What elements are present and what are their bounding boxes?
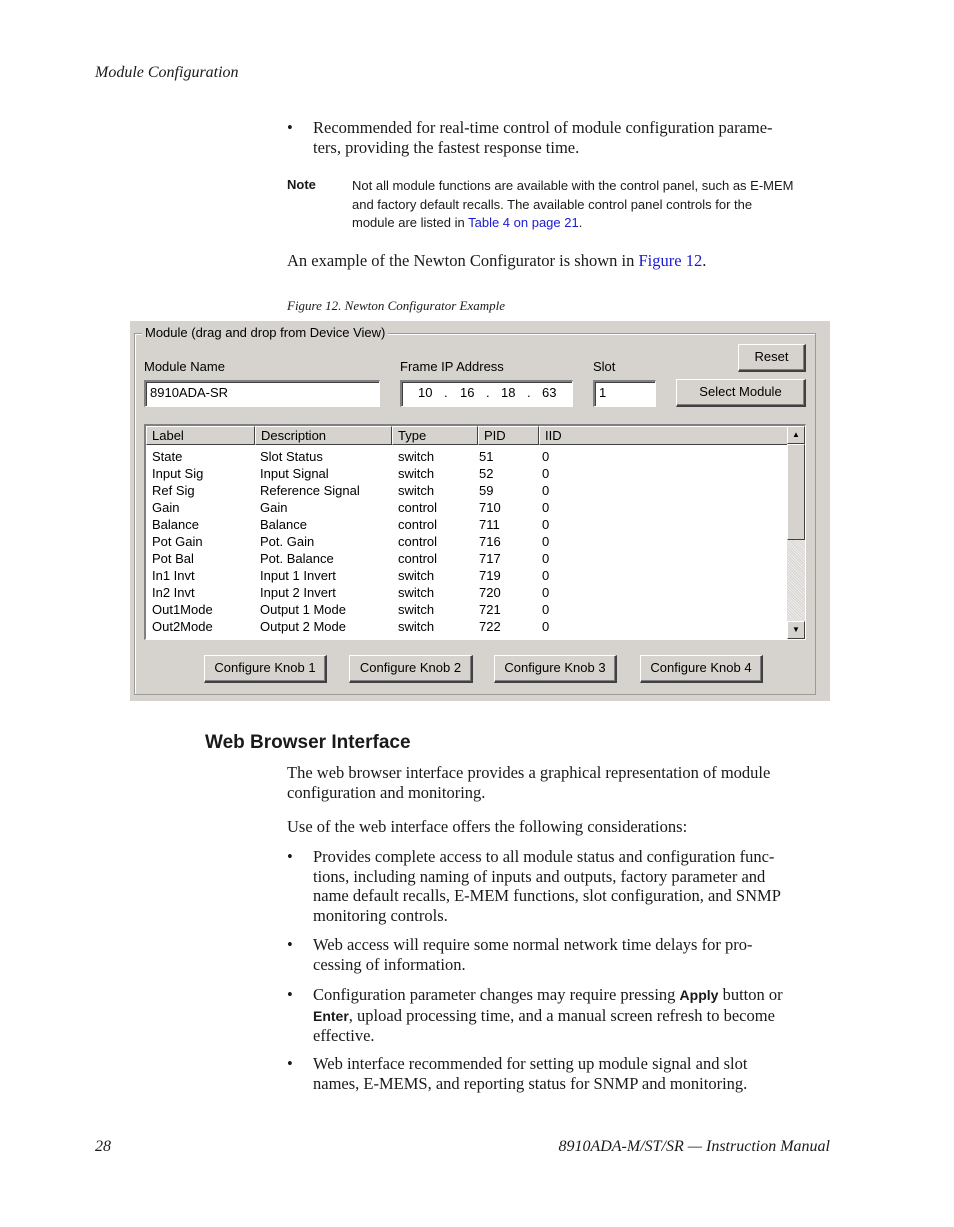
cell-label: Balance [152,517,199,532]
cell-type: switch [398,449,435,464]
ip-dot: . [444,385,448,400]
example-text: . [702,251,707,270]
cell-pid: 717 [479,551,501,566]
ip-dot: . [527,385,531,400]
cell-pid: 719 [479,568,501,583]
reset-button[interactable]: Reset [738,344,806,372]
table-row[interactable] [146,550,788,567]
cell-iid: 0 [542,500,550,515]
vertical-scrollbar[interactable] [787,426,805,639]
bullet-glyph: • [287,847,293,866]
configure-knob-1-button[interactable]: Configure Knob 1 [204,655,327,683]
cell-label: Out1Mode [152,602,213,617]
cell-type: control [398,500,438,515]
cell-pid: 711 [479,517,500,532]
footer-title: 8910ADA-M/ST/SR — Instruction Manual [558,1138,830,1155]
bullet-text: , upload processing time, and a manual screen refresh to become [348,1005,775,1025]
slot-label: Slot [593,359,616,374]
cell-description: Input Signal [260,466,329,481]
cell-iid: 0 [542,619,550,634]
ip-octet: 16 [460,385,475,400]
table-row[interactable] [146,448,788,465]
column-header-label[interactable]: Label [146,426,255,445]
section-heading: Web Browser Interface [205,732,411,753]
bullet-glyph: • [287,985,293,1004]
table-4-link[interactable]: Table 4 on page 21 [468,215,579,230]
cell-label: Pot Gain [152,534,203,549]
cell-description: Slot Status [260,449,323,464]
figure-12-link[interactable]: Figure 12 [638,251,703,270]
bullet-line: monitoring controls. [313,905,448,925]
ip-dot: . [486,385,490,400]
cell-label: In1 Invt [152,568,195,583]
cell-iid: 0 [542,568,550,583]
figure-caption: Figure 12. Newton Configurator Example [287,298,505,313]
cell-description: Output 2 Mode [260,619,346,634]
parameter-list[interactable] [144,424,806,640]
cell-pid: 721 [479,602,501,617]
cell-description: Reference Signal [260,483,360,498]
scroll-thumb[interactable] [787,444,805,540]
note-line [352,214,822,233]
cell-pid: 59 [479,483,494,498]
table-row[interactable] [146,567,788,584]
scroll-down-icon[interactable]: ▼ [787,621,805,639]
cell-iid: 0 [542,551,550,566]
bullet-line [313,1006,833,1027]
table-row[interactable] [146,516,788,533]
bullet-line: ters, providing the fastest response time. [313,137,580,157]
bullet-line: names, E-MEMS, and reporting status for SNMP and monitoring. [313,1073,748,1093]
configure-knob-2-button[interactable]: Configure Knob 2 [349,655,473,683]
scroll-up-icon[interactable]: ▲ [787,426,805,444]
bullet-glyph: • [287,935,293,954]
note-text [352,177,822,233]
apply-keyword: Apply [679,987,719,1003]
cell-pid: 51 [479,449,494,464]
configure-knob-3-button[interactable]: Configure Knob 3 [494,655,617,683]
ip-octet: 63 [542,385,557,400]
example-sentence [287,251,706,271]
paragraph-line: configuration and monitoring. [287,782,486,802]
bullet-glyph: • [287,118,293,137]
cell-description: Pot. Balance [260,551,334,566]
cell-type: switch [398,568,435,583]
frame-ip-label: Frame IP Address [400,359,504,374]
table-row[interactable] [146,533,788,550]
table-row[interactable] [146,482,788,499]
group-title: Module (drag and drop from Device View) [142,325,388,340]
table-row[interactable] [146,465,788,482]
bullet-line: Web access will require some normal network time delays for pro- [313,935,753,954]
configure-knob-4-button[interactable]: Configure Knob 4 [640,655,763,683]
bullet-line: effective. [313,1026,375,1045]
cell-pid: 720 [479,585,501,600]
ip-octet: 18 [501,385,516,400]
cell-description: Output 1 Mode [260,602,346,617]
module-name-label: Module Name [144,359,225,374]
column-header-description[interactable]: Description [255,426,392,445]
cell-type: switch [398,585,435,600]
cell-label: Out2Mode [152,619,213,634]
cell-label: Pot Bal [152,551,194,566]
bullet-line: Recommended for real-time control of module configuration parame- [313,118,773,137]
running-header: Module Configuration [95,64,239,81]
web-paragraph-2: Use of the web interface offers the following considerations: [287,817,688,836]
note-label: Note [287,177,316,192]
column-header-type[interactable]: Type [392,426,478,445]
cell-label: In2 Invt [152,585,195,600]
bullet-line: Provides complete access to all module status and configuration func- [313,847,775,866]
cell-label: Input Sig [152,466,204,481]
cell-label: State [152,449,183,464]
enter-keyword: Enter [313,1007,349,1024]
slot-input[interactable]: 1 [593,380,656,407]
cell-pid: 722 [479,619,501,634]
cell-type: switch [398,466,435,481]
cell-type: switch [398,619,435,634]
cell-iid: 0 [542,483,550,498]
page-number: 28 [95,1138,111,1155]
frame-ip-input[interactable] [400,380,573,407]
bullet-line: Web interface recommended for setting up module signal and slot [313,1054,748,1073]
bullet-line [313,985,833,1006]
cell-pid: 52 [479,466,494,481]
web-paragraph-1 [287,763,832,802]
note-line-text: module are listed in [352,215,469,230]
cell-type: control [398,551,438,566]
cell-iid: 0 [542,466,550,481]
cell-type: control [398,517,438,532]
cell-description: Input 2 Invert [260,585,336,600]
bullet-line: name default recalls, E-MEM functions, slot configuration, and SNMP [313,886,781,905]
cell-description: Gain [260,500,288,515]
cell-description: Input 1 Invert [260,568,336,583]
bullet-line: tions, including naming of inputs and outputs, factory parameter and [313,866,766,886]
cell-iid: 0 [542,585,550,600]
cell-iid: 0 [542,517,550,532]
paragraph-line: The web browser interface provides a graphical representation of module [287,763,771,782]
cell-pid: 710 [479,500,501,515]
bullet-text: button or [718,985,783,1004]
bullet-glyph: • [287,1054,293,1073]
cell-type: switch [398,602,435,617]
table-row[interactable] [146,584,788,601]
cell-iid: 0 [542,449,550,464]
cell-description: Pot. Gain [260,534,315,549]
cell-type: switch [398,483,435,498]
bullet-line: cessing of information. [313,954,466,974]
note-line-text: . [578,215,583,230]
note-line: and factory default recalls. The available control panel controls for the [352,196,753,212]
example-text: An example of the Newton Configurator is shown in [287,251,639,270]
cell-label: Ref Sig [152,483,195,498]
cell-type: control [398,534,438,549]
note-line: Not all module functions are available with the control panel, such as E-MEM [352,178,794,193]
column-header-pid[interactable]: PID [478,426,539,445]
column-header-iid[interactable]: IID [539,426,788,445]
cell-label: Gain [152,500,180,515]
cell-description: Balance [260,517,307,532]
cell-pid: 716 [479,534,501,549]
ip-octet: 10 [418,385,433,400]
table-row[interactable] [146,618,788,635]
bullet-text: Configuration parameter changes may require pressing [313,985,680,1004]
cell-iid: 0 [542,534,550,549]
module-name-input[interactable]: 8910ADA-SR [144,380,380,407]
table-row[interactable] [146,601,788,618]
table-row[interactable] [146,499,788,516]
cell-iid: 0 [542,602,550,617]
select-module-button[interactable]: Select Module [676,379,806,407]
